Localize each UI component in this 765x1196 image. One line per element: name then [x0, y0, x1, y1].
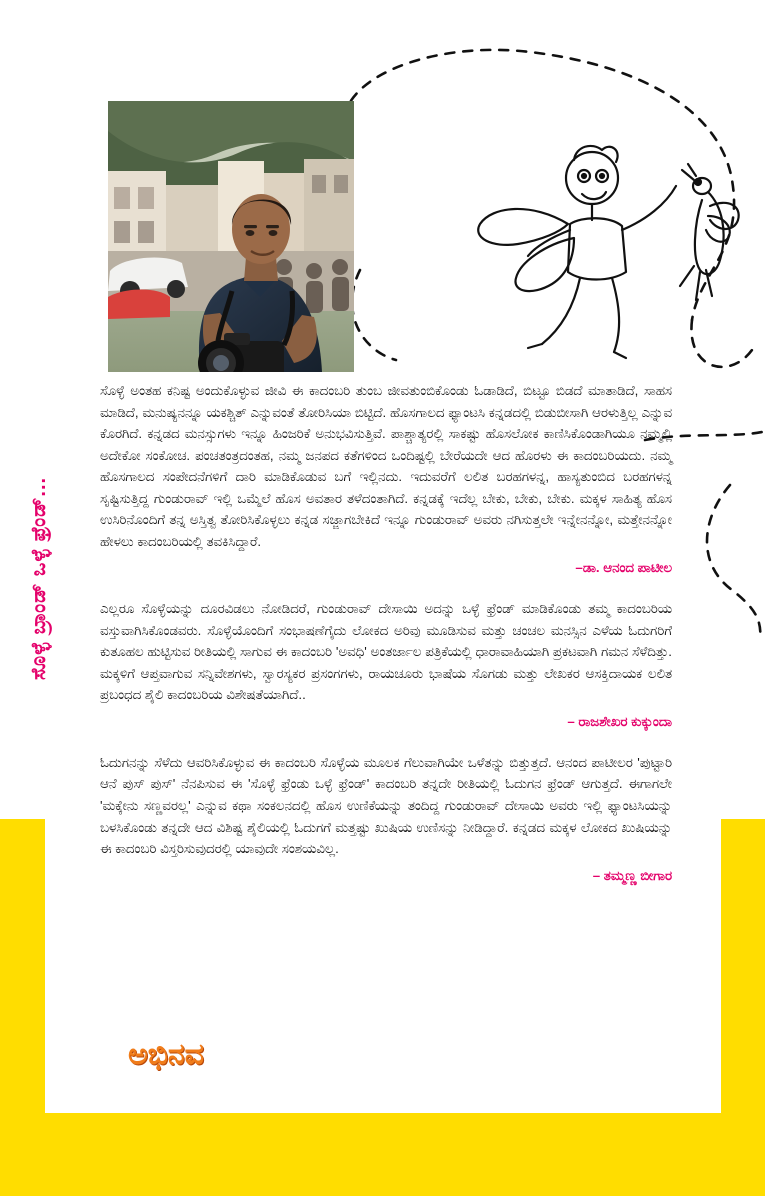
review-column	[100, 380, 672, 884]
review-text-3: ಓದುಗನನ್ನು ಸೆಳೆದು ಆವರಿಸಿಕೊಳ್ಳುವ ಈ ಕಾದಂಬರಿ ಸೊಳ್ಳೆಯ ಮೂಲಕ ಗೆಲುವಾಗಿಯೇ ಒಳೆತನ್ನು ಬಿತ್ತುತ್ತದೆ. ಆನಂದ ಪಾಟೀಲರ 'ಪುಟ್ಟಾರಿ ಆನೆ ಪುಸ್ ಪುಸ್' ನೆನಪಿಸುವ ಈ 'ಸೊಳ್ಳೆ ಫ್ರೆಂಡು ಒಳ್ಳೆ ಫ್ರೆಂಡ್' ಕಾದಂಬರಿ ತನ್ನದೇ ರೀತಿಯಲ್ಲಿ ಓದುಗನ ಫ್ರೆಂಡ್ ಆಗುತ್ತದೆ. ಈಗಾಗಲೇ 'ಮಕ್ಕೇನು ಸಣ್ಣವರಲ್ಲ' ಎನ್ನುವ ಕಥಾ ಸಂಕಲನದಲ್ಲಿ ಹೊಸ ಉಣಿಕೆಯನ್ನು ತಂದಿದ್ದ ಗುಂಡುರಾವ್ ದೇಸಾಯಿ ಅವರು ಇಲ್ಲಿ ಫ್ಯಾಂಟಸಿಯನ್ನು ಬಳಸಿಕೊಂಡು ತನ್ನದೇ ಆದ ವಿಶಿಷ್ಟ ಶೈಲಿಯಲ್ಲಿ ಓದುಗಗೆ ಮತ್ತಷ್ಟು ಖುಷಿಯ ಉಣಿಸನ್ನು ನೀಡಿದ್ದಾರೆ. ಕನ್ನಡದ ಮಕ್ಕಳ ಲೋಕದ ಖುಷಿಯನ್ನು ಈ ಕಾದಂಬರಿ ವಿಸ್ತರಿಸುವುದರಲ್ಲಿ ಯಾವುದೇ ಸಂಶಯವಿಲ್ಲ.	[100, 754, 672, 857]
spine-title: ಸೊಳ್ಳೆ ಬ್ರಾಂಡ್ ಒಳ್ಳೆ ಫ್ರೆಂಡ್...	[28, 476, 50, 680]
mosquito-boy-cartoon	[470, 120, 760, 380]
review-text-1: ಸೊಳ್ಳೆ ಅಂತಹ ಕನಿಷ್ಟ ಅಂದುಕೊಳ್ಳುವ ಜೀವಿ ಈ ಕಾದಂಬರಿ ತುಂಬ ಜೀವತುಂಬಿಕೊಂಡು ಓಡಾಡಿದೆ, ಬಿಟ್ಟೂ ಬಿಡದೆ ಮಾತಾಡಿದೆ, ಸಾಹಸ ಮಾಡಿದೆ, ಮನುಷ್ಯನನ್ನೂ ಯಕಶ್ಚಿತ್ ಎನ್ನುವಂತೆ ತೋರಿಸಿಯಾ ಬಿಟ್ಟಿದೆ. ಹೊಸಗಾಲದ ಫ್ಯಾಂಟಸಿ ಕನ್ನಡದಲ್ಲಿ ಬಿಡುಬೀಸಾಗಿ ಆರಳುತ್ತಿಲ್ಲ ಎನ್ನುವ ಕೊರಗಿದೆ. ಕನ್ನಡದ ಮನಸ್ಸುಗಳು ಇನ್ನೂ ಹಿಂಜರಿಕೆ ಅನುಭವಿಸುತ್ತಿವೆ. ಪಾಶ್ಚಾತ್ಯರಲ್ಲಿ ಸಾಕಷ್ಟು ಹೊಸಲೋಕ ಕಾಣಿಸಿಕೊಂಡಾಗಿಯೂ ನಮ್ಮಲ್ಲಿ ಅದೇಕೋ ಸಂಕೋಚ. ಪಂಚತಂತ್ರದಂತಹ, ನಮ್ಮ ಜನಪದ ಕತೆಗಳಿಂದ ಒಂದಿಷ್ಟಲ್ಲಿ ಬೇರೆಯದೇ ಆದ ಹೊರಳು ಈ ಕಾದಂಬರಿಯದು. ನಮ್ಮ ಹೊಸಗಾಲದ ಸಂಪೇದನೆಗಳಿಗೆ ದಾರಿ ಮಾಡಿಕೊಡುವ ಬಗೆ ಇಲ್ಲಿನದು. ಇದುವರೆಗೆ ಲಲಿತ ಬರಹಗಳನ್ನ, ಹಾಸ್ಯತುಂಬಿದ ಬರಹಗಳನ್ನ ಸೃಷ್ಟಿಸುತ್ತಿದ್ದ ಗುಂಡುರಾವ್ ಇಲ್ಲಿ ಒಮ್ಮೆಲೆ ಹೊಸ ಅವತಾರ ತಳೆದಂತಾಗಿದೆ. ಕನ್ನಡಕ್ಕೆ ಇದೆಲ್ಲ ಬೇಕು, ಬೇಕು, ಬೇಕು. ಮಕ್ಕಳ ಸಾಹಿತ್ಯ ಹೊಸ ಉಸಿರಿನೊಂದಿಗೆ ತನ್ನ ಅಸ್ತಿತ್ವ ತೋರಿಸಿಕೊಳ್ಳಲು ಕನ್ನಡ ಸಜ್ಜಾಗಬೇಕಿದೆ ಇನ್ನೂ ಗುಂಡುರಾವ್ ಅವರು ನಗಿಸುತ್ತಲೇ ಇನ್ನೇನನ್ನೋ, ಮತ್ತೇನನ್ನೋ ಹೇಳಲು ಕಾದಂಬರಿಯಲ್ಲಿ ತವಕಿಸಿದ್ದಾರೆ.	[100, 383, 672, 549]
review-credit-3: – ತಮ್ಮಣ್ಣ ಬೀಗಾರ	[592, 867, 672, 883]
review-text-2: ಎಲ್ಲರೂ ಸೊಳ್ಳೆಯನ್ನು ದೂರವಿಡಲು ನೋಡಿದರೆ, ಗುಂಡುರಾವ್ ದೇಸಾಯಿ ಅದನ್ನು ಒಳ್ಳೆ ಫ್ರೆಂಡ್ ಮಾಡಿಕೊಂಡು ತಮ್ಮ ಕಾದಂಬರಿಯ ವಸ್ತುವಾಗಿಸಿಕೊಂಡವರು. ಸೊಳ್ಳೆಯೊಂದಿಗೆ ಸಂಭಾಷಣೆಗೈದು ಲೋಕದ ಅರಿವು ಮೂಡಿಸುವ ಮತ್ತು ಚಂಚಲ ಮನಸ್ಸಿನ ಎಳೆಯ ಓದುಗರಿಗೆ ಕುತೂಹಲ ಹುಟ್ಟಿಸುವ ರೀತಿಯಲ್ಲಿ ಸಾಗುವ ಈ ಕಾದಂಬರಿ 'ಅವಧಿ' ಅಂತರ್ಜಾಲ ಪತ್ರಿಕೆಯಲ್ಲಿ ಧಾರಾವಾಹಿಯಾಗಿ ಪ್ರಕಟವಾಗಿ ಗಮನ ಸೆಳೆದಿತ್ತು. ಮಕ್ಕಳಿಗೆ ಆಪ್ತವಾಗುವ ಸನ್ನಿವೇಶಗಳು, ಸ್ವಾರಸ್ಯಕರ ಪ್ರಸಂಗಗಳು, ರಾಯಚೂರು ಭಾಷೆಯ ಸೊಗಡು ಮತ್ತು ಲೇಖಕರ ಆಸಕ್ತಿದಾಯಕ ಲಲಿತ ಪ್ರಬಂಧದ ಶೈಲಿ ಕಾದಂಬರಿಯ ವಿಶೇಷತೆಯಾಗಿದೆ..	[100, 601, 672, 703]
publisher-logo: ಅಭಿನವ	[128, 1038, 204, 1071]
review-credit-1: –ಡಾ. ಆನಂದ ಪಾಟೀಲ	[575, 560, 672, 576]
author-photo	[108, 101, 354, 372]
review-credit-2: – ರಾಜಶೇಖರ ಕುಕ್ಕುಂದಾ	[567, 713, 672, 729]
